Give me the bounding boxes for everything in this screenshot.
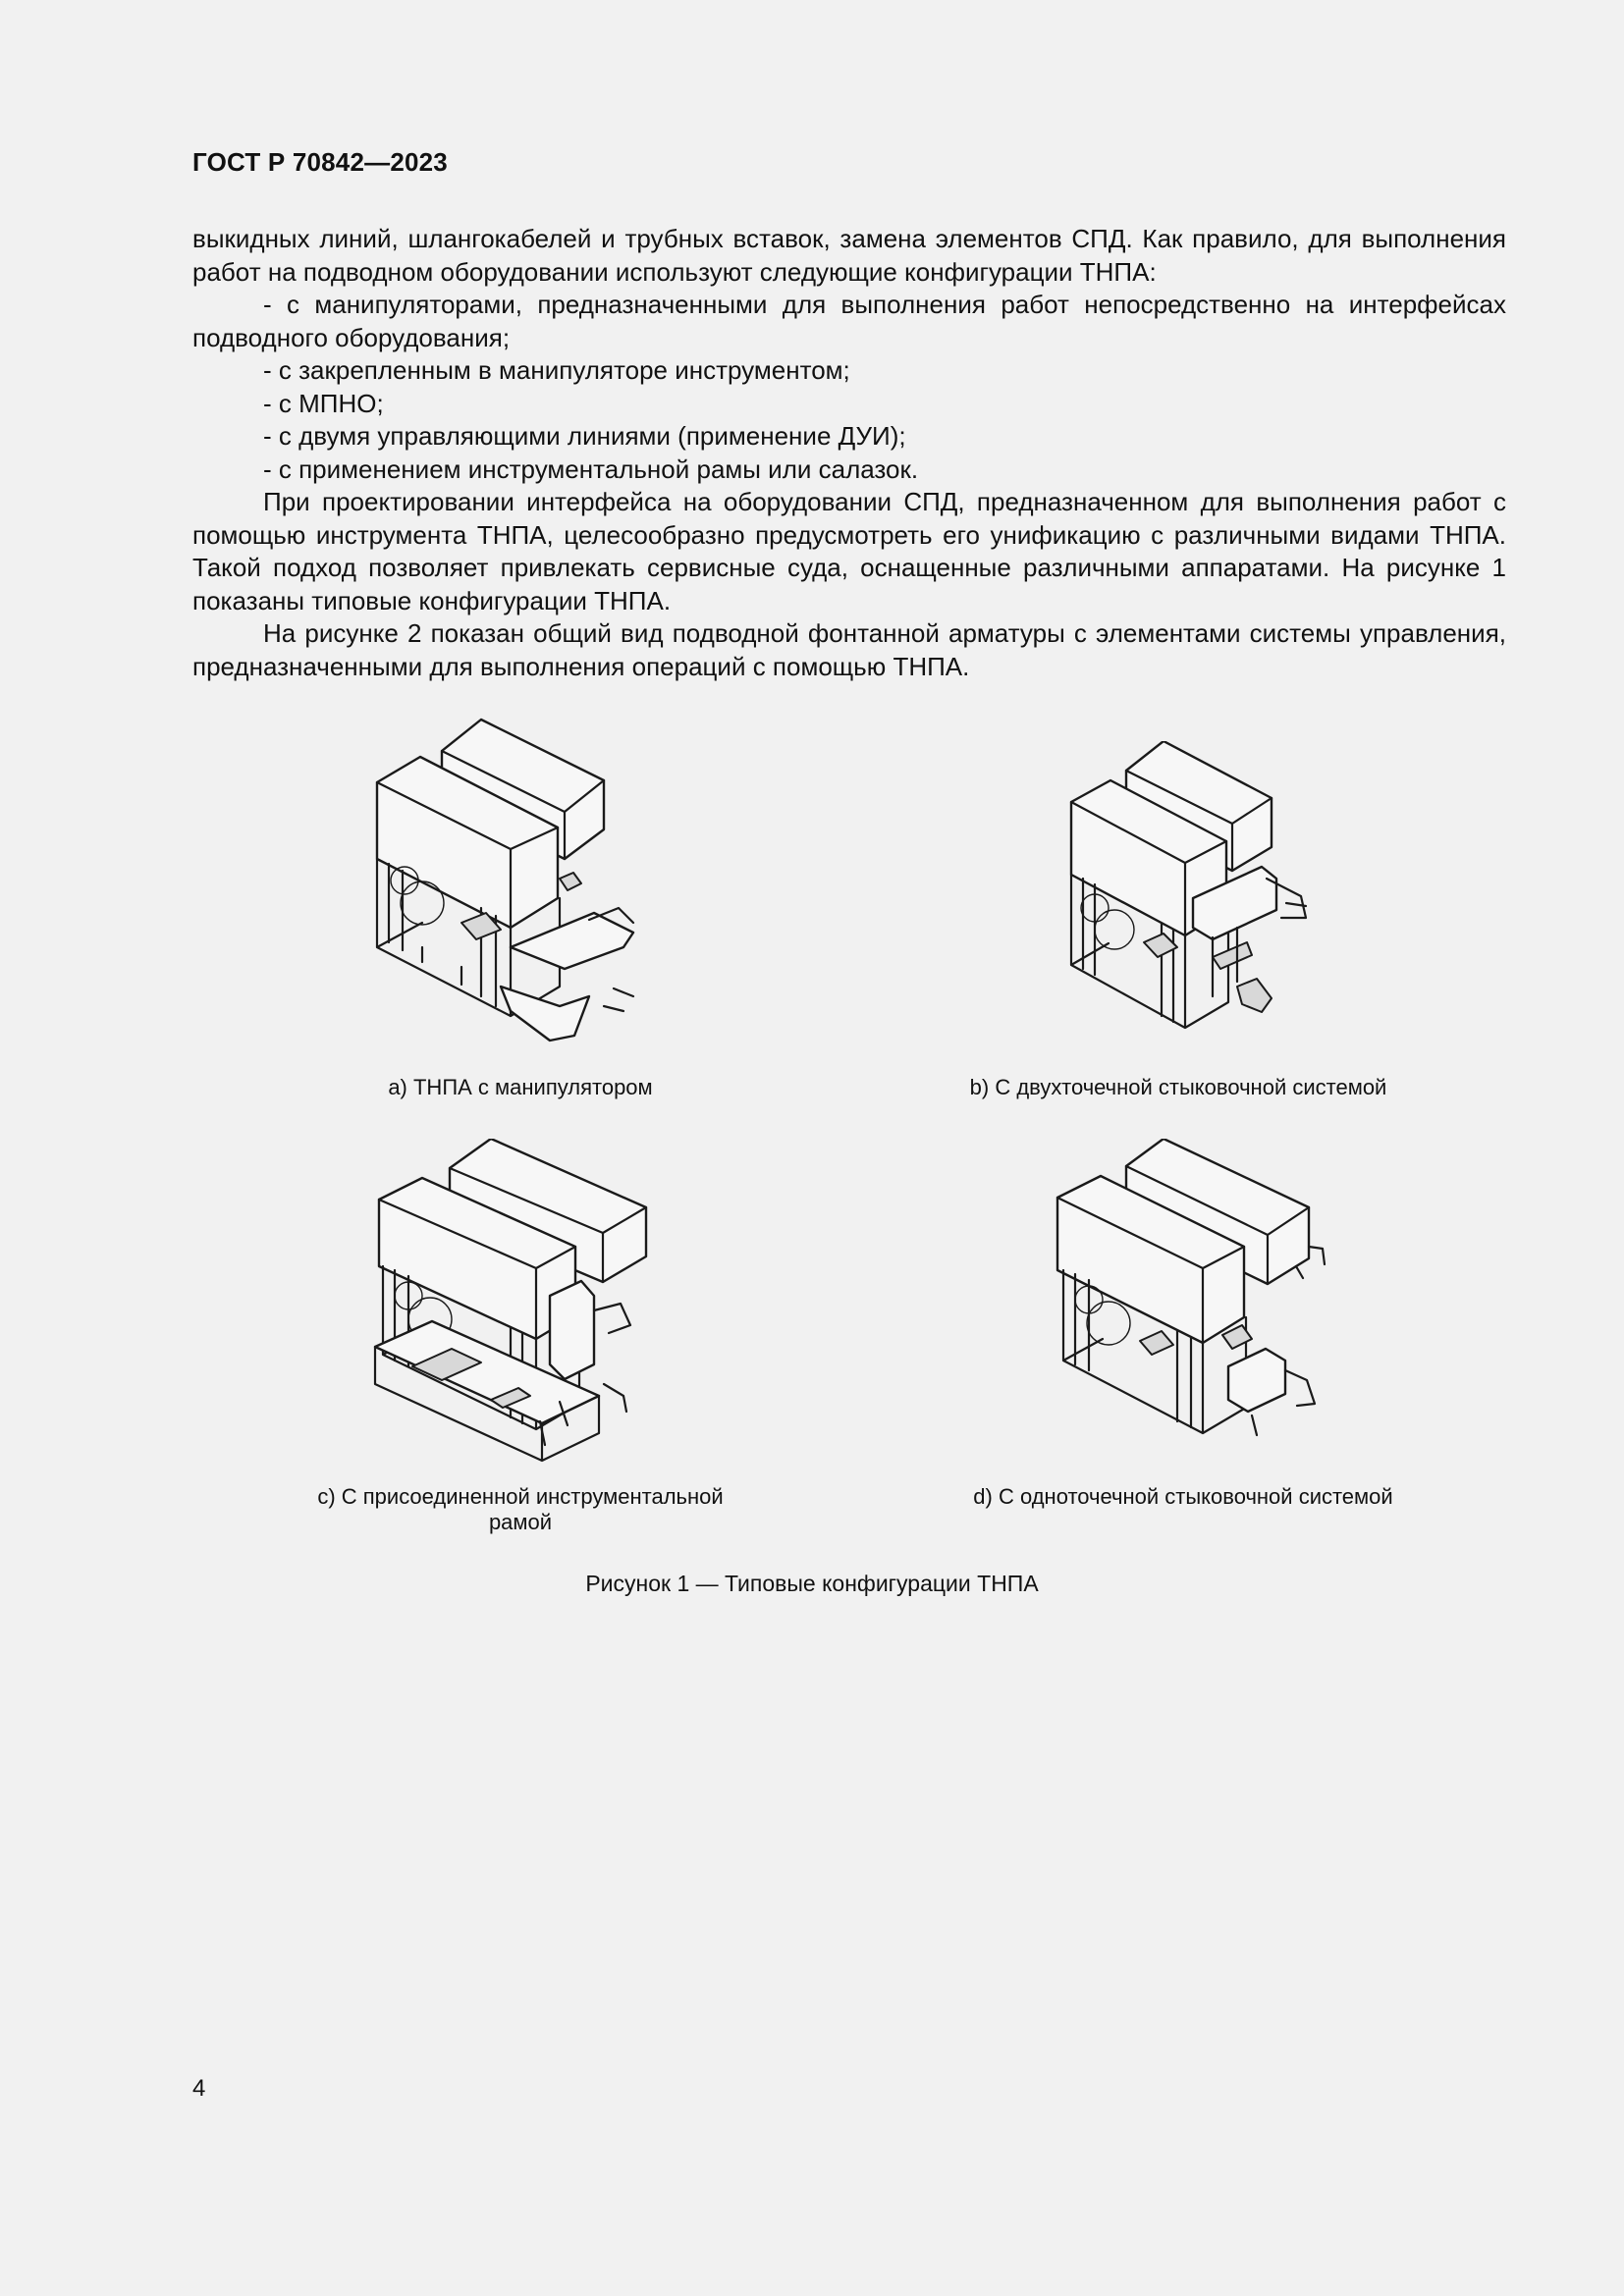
figure-b-rov-two-point-docking	[1065, 741, 1321, 1055]
page-number: 4	[192, 2075, 206, 2102]
list-item: - с МПНО;	[263, 388, 384, 418]
document-header: ГОСТ Р 70842—2023	[192, 147, 448, 177]
figure-c-caption	[285, 1484, 756, 1535]
figure-c-rov-with-tool-frame	[373, 1139, 653, 1472]
figure-d-caption: d) С одноточечной стыковочной системой	[973, 1484, 1393, 1509]
list-item: - с манипуляторами, предназначенными для выполнения работ непосредственно на интерфейсах подводного оборудования;	[192, 290, 1506, 352]
figure-a-rov-with-manipulator	[363, 712, 648, 1055]
paragraph: выкидных линий, шлангокабелей и трубных вставок, замена элементов СПД. Как правило, для выполнения работ на подводном оборудовании используют следующие конфигурации ТНПА:	[192, 224, 1506, 287]
figure-a-caption: a) ТНПА с манипулятором	[388, 1075, 653, 1099]
list-item: - с закрепленным в манипуляторе инструментом;	[263, 355, 850, 385]
body-text	[192, 223, 1506, 683]
figure-title: Рисунок 1 — Типовые конфигурации ТНПА	[585, 1571, 1039, 1596]
figure-c-caption-line1: c) С присоединенной инструментальной	[317, 1484, 724, 1509]
paragraph: При проектировании интерфейса на оборудовании СПД, предназначенном для выполнения работ с помощью инструмента ТНПА, целесообразно предусмотреть его унификацию с различными видами ТНПА. Такой подход позволяет привлекать сервисные суда, оснащенные различными аппаратами. На рисунке 1 показаны типовые конфигурации ТНПА.	[192, 487, 1506, 615]
paragraph: На рисунке 2 показан общий вид подводной фонтанной арматуры с элементами системы управления, предназначенными для выполнения операций с помощью ТНПА.	[192, 618, 1506, 681]
list-item: - с двумя управляющими линиями (применение ДУИ);	[263, 421, 906, 451]
list-item: - с применением инструментальной рамы или салазок.	[263, 454, 919, 484]
figure-c-caption-line2: рамой	[488, 1510, 553, 1534]
figure-d-rov-single-point-docking	[1056, 1139, 1330, 1463]
figure-b-caption: b) С двухточечной стыковочной системой	[969, 1075, 1387, 1099]
